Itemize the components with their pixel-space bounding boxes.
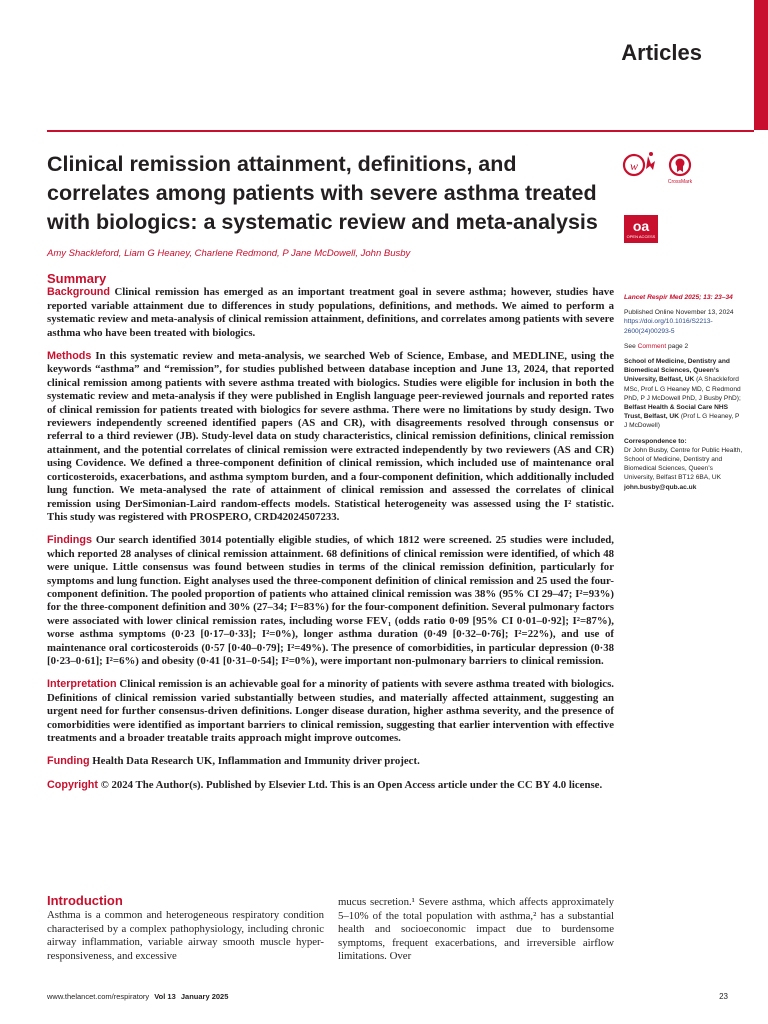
svg-text:w: w bbox=[629, 159, 639, 173]
author-list: Amy Shackleford, Liam G Heaney, Charlene Redmond, P Jane McDowell, John Busby bbox=[47, 248, 411, 259]
affiliation-2-name: Belfast Health & Social Care NHS Trust, Belfast, UK bbox=[624, 404, 729, 421]
doi-link[interactable]: https://doi.org/10.1016/S2213-2600(24)00293-5 bbox=[624, 318, 713, 335]
affiliation-1-people: (A Shackleford MSc, Prof L G Heaney MD, C Redmond PhD, P J McDowell PhD, J Busby PhD); bbox=[624, 376, 741, 402]
header-divider bbox=[47, 130, 754, 132]
footer-citation bbox=[47, 992, 228, 1001]
oa-sublabel: OPEN ACCESS bbox=[626, 234, 656, 239]
interpretation-label: Interpretation bbox=[47, 678, 117, 691]
summary-funding bbox=[47, 755, 614, 768]
published-online: Published Online November 13, 2024 bbox=[624, 309, 734, 317]
methods-label: Methods bbox=[47, 350, 92, 363]
methods-text: In this systematic review and meta-analysis, we searched Web of Science, Embase, and MEDLINE, using the keywords “asthma” and “remission”, for studies published between database inception and June 13, 2024, that reported clinical remission among patients with severe asthma treated with biologics. Studies were eligible for inclusion in both the systematic review and meta-analysis if they were published in English language peer-reviewed journals and reported rates of clinical remission for patients treated with biologics for severe asthma. There were no limitations by study design. Two reviewers independently screened identified papers (AS and CR), with disagreements resolved through consensus or referral to a third reviewer (JB). Study-level data on study characteristics, clinical remission definitions, clinical remission attainment, and the potential correlates of clinical remission were extracted independently by two reviewers (AS and CR) using Covidence. We defined a three-component definition of clinical remission, which included use of maintenance oral corticosteroids, exacerbations, and asthma symptom burden, and a four-component definition, which additionally included lung function. We meta-analysed the rate of attainment of clinical remission and assessed the correlates of clinical remission using DerSimonian-Laird random-effects models. Statistical heterogeneity was assessed using the I² statistic. This study was registered with PROSPERO, CRD42024507233. bbox=[47, 350, 615, 523]
open-access-badge bbox=[624, 215, 658, 243]
journal-citation: Lancet Respir Med 2025; 13: 23–34 bbox=[624, 294, 733, 301]
oa-label: oa bbox=[632, 218, 650, 234]
see-prefix: See bbox=[624, 342, 636, 350]
comment-link[interactable]: Comment bbox=[637, 342, 667, 350]
intro-paragraph-1: Asthma is a common and heterogeneous respiratory condition characterised by a complex pathophysiology, including chronic airway inflammation, variable airway smooth muscle hyper-responsiveness, and excessive bbox=[47, 909, 324, 962]
funding-label: Funding bbox=[47, 755, 90, 768]
introduction-heading: Introduction bbox=[47, 893, 123, 908]
introduction-column-2 bbox=[338, 896, 614, 964]
crossmark-icon[interactable] bbox=[622, 150, 702, 190]
footer-url[interactable]: www.thelancet.com/respiratory bbox=[47, 992, 150, 1001]
affiliation-1 bbox=[624, 357, 744, 431]
correspondence bbox=[624, 437, 744, 492]
page-number: 23 bbox=[719, 992, 728, 1001]
intro-paragraph-2: mucus secretion.¹ Severe asthma, which affects approximately 5–10% of the total population with asthma,² has a substantial health and socioeconomic impact due to burdensome symptoms, frequent exacerbations, and irreversible airflow limitations. Over bbox=[338, 896, 614, 963]
summary-heading: Summary bbox=[47, 271, 107, 286]
background-text: Clinical remission has emerged as an important treatment goal in severe asthma; however, studies have reported variable attainment due to differences in study populations, definitions, and methods. We aimed to perform a systematic review and meta-analysis of clinical remission attainment, definitions, and correlates among patients with severe asthma who have been treated with biologics. bbox=[47, 286, 614, 339]
see-comment bbox=[624, 342, 744, 351]
correspondence-email[interactable]: john.busby@qub.ac.uk bbox=[624, 483, 697, 491]
footer-date: January 2025 bbox=[180, 992, 229, 1001]
correspondence-label: Correspondence to: bbox=[624, 437, 687, 445]
summary-findings bbox=[47, 534, 614, 668]
findings-label: Findings bbox=[47, 534, 92, 547]
copyright-label: Copyright bbox=[47, 778, 98, 791]
summary-interpretation bbox=[47, 678, 614, 745]
summary-copyright bbox=[47, 779, 614, 792]
copyright-text: © 2024 The Author(s). Published by Elsevier Ltd. This is an Open Access article under the CC BY 4.0 license. bbox=[100, 778, 603, 791]
badge-row bbox=[622, 150, 702, 190]
summary-background bbox=[47, 286, 614, 340]
article-title: Clinical remission attainment, definitions, and correlates among patients with severe asthma treated with biologics: a systematic review and meta-analysis bbox=[47, 152, 598, 234]
svg-text:CrossMark: CrossMark bbox=[667, 179, 693, 185]
section-label: Articles bbox=[621, 40, 702, 65]
summary-block bbox=[47, 272, 614, 802]
findings-text: Our search identified 3014 potentially eligible studies, of which 1812 were screened. 25 studies were included, which reported 28 analyses of clinical remission attainment. 68 definitions of clinical remission were identified, of which 48 were unique. Little consensus was found between studies in terms of the clinical remission definition, particularly for symptoms and lung function. Eight analyses used the three-component definition of clinical remission and 25 used the four-component definition. The pooled proportion of patients who attained clinical remission was 38% (95% CI 29–47; I²=93%) for the three-component definition and 30% (27–34; I²=83%) for the four-component definition. Several pulmonary factors were associated with lower clinical remission rates, including worse FEV₁ (odds ratio 0·09 [95% CI 0·01–0·92]; I²=87%), worse asthma symptoms (0·23 [0·17–0·33]; I²=0%), longer asthma duration (0·49 [0·32–0·76]; I²=22%), and use of maintenance oral corticosteroids (0·57 [0·40–0·79]; I²=49%). The presence of comorbidities, in particular depression (0·38 [0·23–0·61]; I²=6%) and obesity (0·41 [0·31–0·54]; I²=0%), were important non-pulmonary barriers to clinical remission. bbox=[47, 534, 614, 667]
publication-info bbox=[624, 308, 744, 336]
affiliation-2-people: (Prof L G Heaney, P J McDowell) bbox=[624, 413, 740, 430]
footer-volume: Vol 13 bbox=[154, 992, 176, 1001]
funding-text: Health Data Research UK, Inflammation and Immunity driver project. bbox=[92, 755, 420, 768]
correspondence-address: Dr John Busby, Centre for Public Health, School of Medicine, Dentistry and Biomedical Sciences, Queen’s University, Belfast BT12 6BA, UK bbox=[624, 446, 743, 482]
introduction-column-1 bbox=[47, 909, 324, 963]
see-suffix: page 2 bbox=[668, 342, 689, 350]
sidebar-notes bbox=[624, 293, 744, 498]
header-accent-bar bbox=[754, 0, 768, 130]
summary-methods bbox=[47, 350, 614, 524]
affiliation-1-name: School of Medicine, Dentistry and Biomedical Sciences, Queen’s University, Belfast, UK bbox=[624, 358, 730, 384]
background-label: Background bbox=[47, 286, 110, 299]
interpretation-text: Clinical remission is an achievable goal for a minority of patients with severe asthma treated with biologics. Definitions of clinical remission varied substantially between studies, and materially affected attainment, suggesting an urgent need for further consensus-driven definitions. Longer disease duration, higher asthma severity, and the presence of comorbidities were identified as important barriers to clinical remission, suggesting that earlier intervention with effective treatments and a broader treatable traits approach might improve outcomes. bbox=[47, 678, 614, 744]
